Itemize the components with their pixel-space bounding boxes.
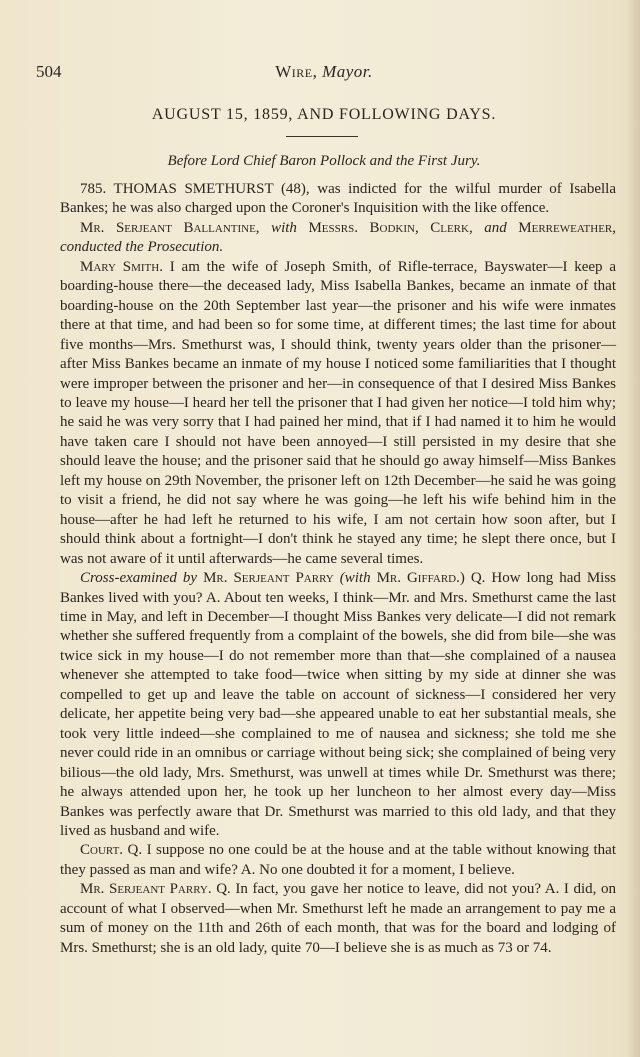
running-head-name: Wire,	[275, 62, 318, 81]
running-head-office: Mayor.	[322, 62, 373, 81]
paragraph-witness-examination: Mary Smith. I am the wife of Joseph Smith, of Rifle-terrace, Bayswater—I keep a boarding-house there—the deceased lady, Miss Isabella Bankes, became an inmate of that boarding-house on the 20th September last year—the prisoner and his wife were inmates there at that time, and had been so for some time, at different times; the last time for about five months—Mrs. Smethurst was, I should think, twenty years older than the prisoner—after Miss Bankes became an inmate of my house I noticed some familiarities that I thought were improper between the prisoner and her—in consequence of that I desired Miss Bankes to leave my house—I heard her tell the prisoner that I had given her notice—I told him why; he said he was very sorry that I had pained her mind, that if I had named it to him he would have taken care I should not have been annoyed—I still persisted in my desire that she should leave the house; and the prisoner said that he should go away himself—Miss Bankes left my house on 29th November, the prisoner left on 12th December—he said he was going to visit a friend, he did not say where he was going—he left his wife behind him in the house—after he had left he returned to his wife, I am not certain how soon after, but I should think about a fortnight—I don't think he stayed any time; he slept there once, but I was not aware of it until afterwards—he came several times.	[60, 258, 616, 567]
court-line: Before Lord Chief Baron Pollock and the First Jury.	[167, 153, 481, 169]
body-text	[60, 180, 616, 958]
title-rule	[286, 136, 358, 137]
running-head	[36, 62, 612, 82]
page-edge-shadow	[626, 0, 640, 1057]
section-title: AUGUST 15, 1859, AND FOLLOWING DAYS.	[151, 106, 497, 123]
paragraph-serjeant-question: Mr. Serjeant Parry. Q. In fact, you gave her notice to leave, did not you? A. I did, on account of what I observed—when Mr. Smethurst left he made an arrangement to pay me a sum of money on the 11th and 26th of each month, that was for the board and lodging of Mrs. Smethurst; she is an old lady, quite 70—I believe she is as much as 73 or 74.	[60, 881, 616, 956]
paragraph-court-question: Court. Q. I suppose no one could be at the house and at the table without knowing that they passed as man and wife? A. No one doubted it for a moment, I believe.	[60, 842, 616, 878]
page-number: 504	[36, 62, 62, 81]
page-header	[36, 62, 612, 84]
paragraph-indictment: 785. THOMAS SMETHURST (48), was indicted for the wilful murder of Isabella Bankes; he was also charged upon the Coroner's Inquisition with the like offence.	[60, 181, 616, 217]
paragraph-counsel: Mr. Serjeant Ballantine, with Messrs. Bodkin, Clerk, and Merreweather, conducted the Prosecution.	[60, 219, 617, 256]
paragraph-cross-examination: Cross-examined by Mr. Serjeant Parry (with Mr. Giffard.) Q. How long had Miss Bankes lived with you? A. About ten weeks, I think—Mr. and Mrs. Smethurst came the last time in May, and left in December—I thought Miss Bankes very delicate—I did not remark whether she suffered frequently from a complaint of the bowels, she did from bile—she was twice sick in my house—I do not remember more than that—she complained of a nausea whenever she attempted to take food—twice when sitting by my side at dinner she was compelled to get up and leave the table on account of sickness—I considered her very delicate, her appetite being very bad—she appeared unable to eat her substantial meals, she took very little indeed—she complained to me of nausea and sickness; she told me she never could ride in an omnibus or carriage without being sick; she complained of being very bilious—the old lady, Mrs. Smethurst, was unwell at times while Dr. Smethurst was there; he always attended upon her, he took up her luncheon to her almost every day—Miss Bankes was perfectly aware that Dr. Smethurst was married to this old lady, and that they lived as husband and wife.	[60, 570, 617, 839]
